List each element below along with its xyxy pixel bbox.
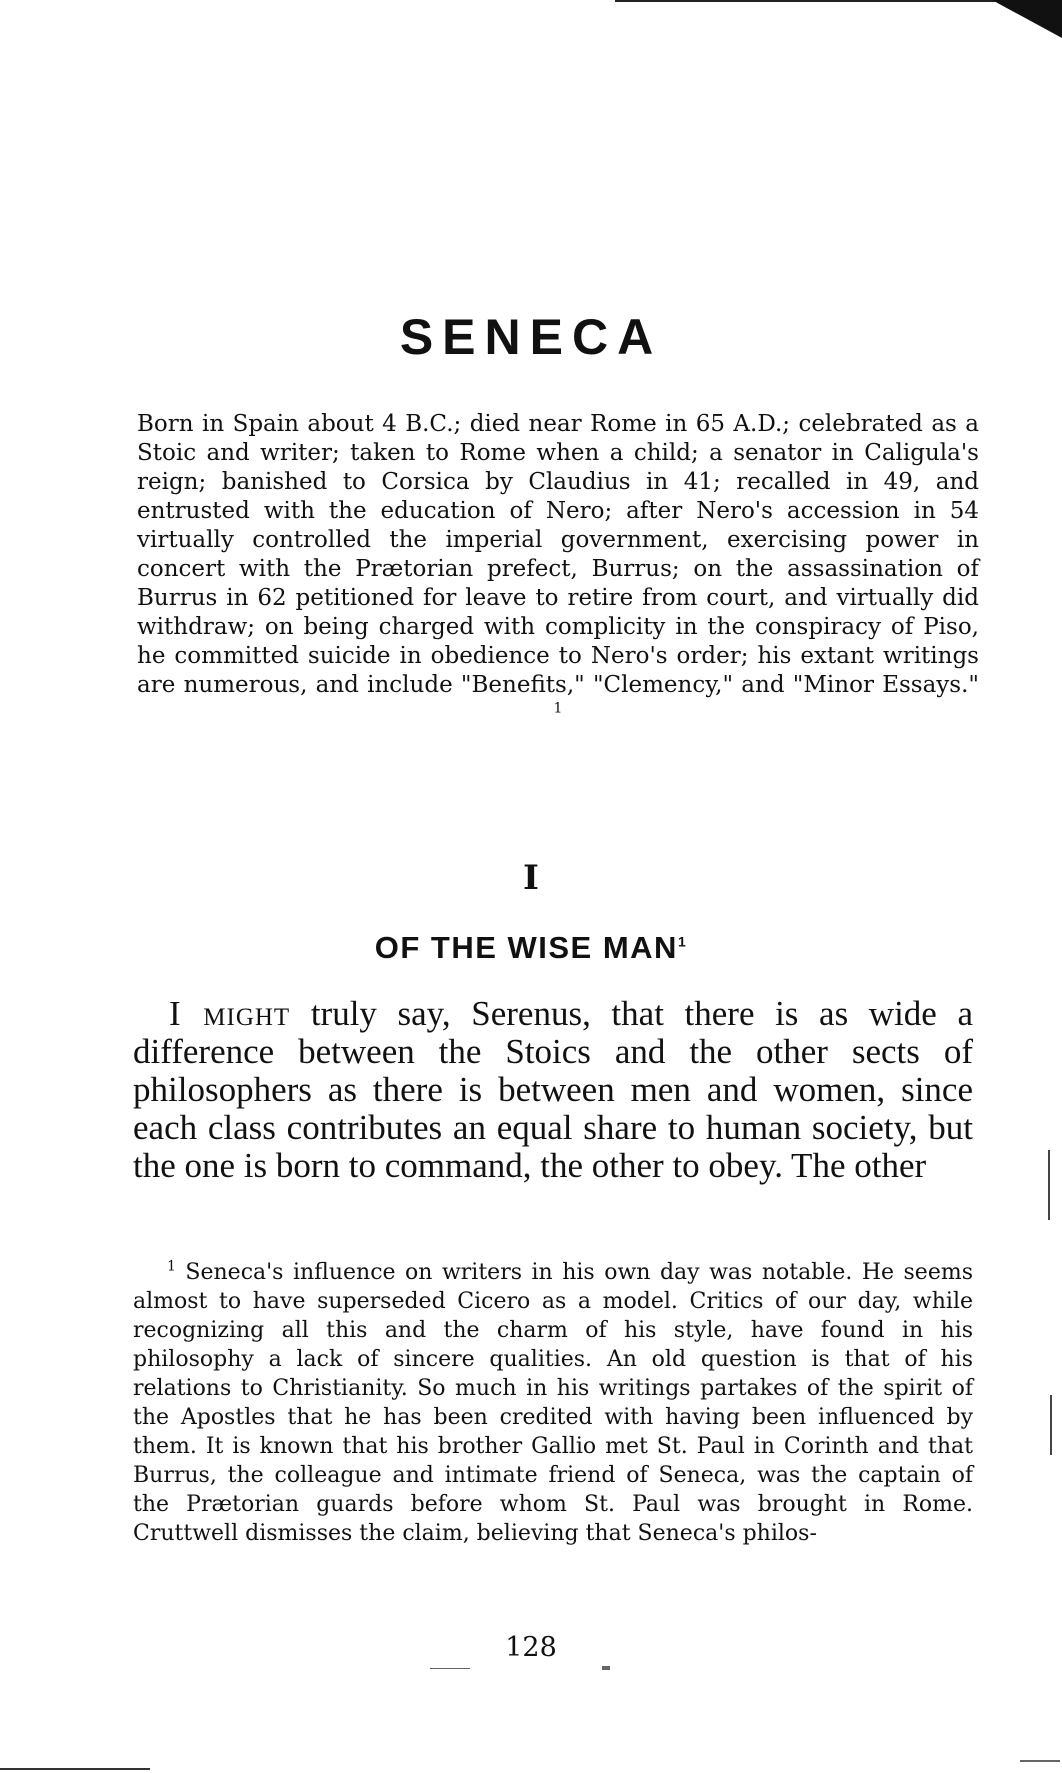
body-lead-word: I might [169,994,291,1033]
chapter-title-text: OF THE WISE MAN [374,930,678,965]
scan-speck [1020,1760,1060,1762]
page-title: SENECA [399,309,663,365]
chapter-title [0,930,1062,966]
body-paragraph [133,995,973,1185]
scan-speck [430,1668,470,1669]
bio-text-part1: Born in Spain about 4 [137,411,406,437]
bio-text-part2: ; died near Rome in 65 [453,411,734,437]
footnote-text: Seneca's influence on writers in his own day was notable. He seems almost to have superseded Cicero as a model. Critics of our day, while recognizing all this and the charm of his style, have found in his philosophy a lack of sincere qualities. An old question is that of his relations to Christianity. So much in his writings partakes of the spirit of the Apostles that he has been credited with having been influenced by them. It is known that his brother Gallio met St. Paul in Corinth and that Burrus, the colleague and intimate friend of Seneca, was the captain of the Prætorian guards before whom St. Paul was brought in Rome. Cruttwell dismisses the claim, believing that Seneca's philos- [133,1260,973,1546]
page-number: 128 [505,1632,557,1663]
margin-mark-lower [1050,1395,1052,1455]
author-biography [137,410,979,729]
scan-speck [602,1666,610,1670]
chapter-footnote-ref: 1 [677,933,688,950]
margin-mark-upper [1048,1150,1050,1220]
bio-text-part3: ; celebrated as a Stoic and writer; taken to Rome when a child; a senator in Caligula's reign; banished to Corsica by Claudius in 41; recalled in 49, and entrusted with the education of Nero; after Nero's accession in 54 virtually controlled the imperial government, exercising power in concert with the Prætorian prefect, Burrus; on the assassination of Burrus in 62 petitioned for leave to retire from court, and virtually did withdraw; on being charged with complicity in the conspiracy of Piso, he committed suicide in obedience to Nero's order; his extant writings are numerous, and include "Benefits," "Clemency," and "Minor Essays." [137,411,979,698]
footnote [133,1258,973,1548]
page-corner-shadow [992,0,1062,38]
body-text: truly say, Serenus, that there is as wide a difference between the Stoics and the other sects of philosophers as there is between men and women, since each class contributes an equal share to human society, but the one is born to command, the other to obey. The other [133,994,973,1185]
bio-ad-abbrev: A.D. [733,411,783,437]
footnote-marker: 1 [167,1258,176,1275]
bio-footnote-ref: 1 [553,700,563,717]
top-edge-rule [615,0,1035,2]
chapter-numeral: I [523,858,539,898]
bottom-edge-rule [0,1768,150,1770]
bio-bc-abbrev: B.C. [405,411,454,437]
